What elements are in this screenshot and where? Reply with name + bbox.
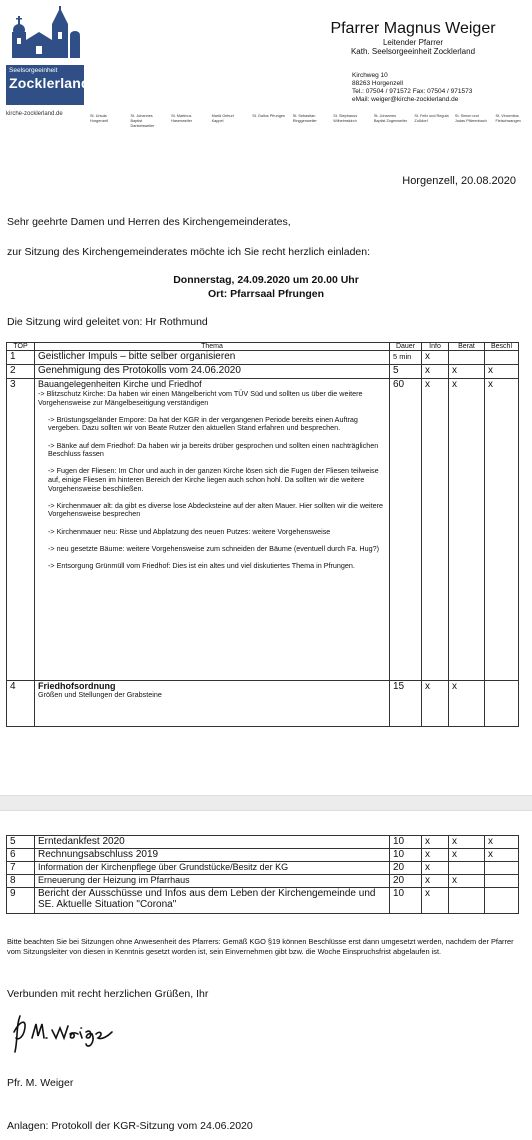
address-city: 88263 Horgenzell <box>352 80 403 87</box>
parish-item: St. Gallus Pfrungen <box>252 114 286 118</box>
row-top: 8 <box>7 875 35 888</box>
row-berat <box>449 888 485 914</box>
row-thema: Bauangelegenheiten Kirche und Friedhof <box>38 379 202 389</box>
subitem: -> Kirchenmauer alt: da gibt es diverse lose Abdecksteine auf der alten Mauer. Hier sollten wir die weitere Vorgehensweise besprechen <box>48 500 383 519</box>
row-info: x <box>422 351 449 365</box>
row-beschl: x <box>485 849 519 862</box>
row-thema: Information der Kirchenpflege über Grundstücke/Besitz der KG <box>35 862 390 875</box>
row-berat: x <box>449 875 485 888</box>
row-top: 7 <box>7 862 35 875</box>
salutation: Sehr geehrte Damen und Herren des Kirchengemeinderates, <box>7 216 291 228</box>
row-dauer: 10 <box>390 836 422 849</box>
parish-item: St. Felix und Regula Zußdorf <box>414 114 449 123</box>
row-thema: Geistlicher Impuls – bitte selber organisieren <box>35 351 390 365</box>
row-thema-cell <box>35 681 390 727</box>
row-thema: Erneuerung der Heizung im Pfarrhaus <box>35 875 390 888</box>
row-berat: x <box>449 681 485 727</box>
row-beschl <box>485 875 519 888</box>
row-thema: Friedhofsordnung <box>38 681 116 691</box>
logo-banner <box>6 65 90 105</box>
row-info: x <box>422 836 449 849</box>
table-row <box>7 888 519 914</box>
address-email[interactable]: eMail: weiger@kirche-zocklerland.de <box>352 96 459 103</box>
row-beschl <box>485 351 519 365</box>
parish-item: St. Sebastian Ringgenweiler <box>292 114 317 123</box>
table-header-row <box>7 343 519 351</box>
parish-item: St. Vincentius Fleischwangen <box>495 114 521 123</box>
parish-item: St. Stephanus Wilhelmskirch <box>333 114 358 123</box>
signer-name: Pfr. M. Weiger <box>7 1077 74 1089</box>
parish-logo <box>6 6 88 117</box>
row-dauer: 5 min <box>390 351 422 365</box>
row-top: 5 <box>7 836 35 849</box>
row-beschl: x <box>485 836 519 849</box>
row-thema: Bericht der Ausschüsse und Infos aus dem Leben der Kirchengemeinde und SE. Aktuelle Situation "Corona" <box>35 888 390 914</box>
row-info: x <box>422 365 449 379</box>
row-dauer: 10 <box>390 888 422 914</box>
church-towers-icon <box>6 6 84 58</box>
col-header-dauer: Dauer <box>390 343 422 351</box>
parish-item: St. Johannes Baptist Danketsweiler <box>130 114 155 128</box>
row-berat: x <box>449 379 485 681</box>
row-beschl <box>485 888 519 914</box>
table-row <box>7 365 519 379</box>
logo-main-text: Zocklerland <box>9 75 90 91</box>
row-top: 2 <box>7 365 35 379</box>
parish-item: St. Martinus Hasenweiler <box>171 114 192 123</box>
table-row <box>7 681 519 727</box>
subitem: -> neu gesetzte Bäume: weitere Vorgehensweise zum schneiden der Bäume (eventuell durch Fa. Hug?) <box>48 543 380 553</box>
row-top: 9 <box>7 888 35 914</box>
sender-role: Leitender Pfarrer <box>382 38 444 47</box>
row-info: x <box>422 681 449 727</box>
meeting-place: Ort: Pfarrsaal Pfrungen <box>207 288 325 300</box>
parish-item: St. Simon und Judas Pfärrenbach <box>454 114 487 123</box>
row-berat <box>449 862 485 875</box>
website-link[interactable]: kirche-zocklerland.de <box>6 111 63 117</box>
parish-item: Mariä Geburt Kappel <box>211 114 234 123</box>
invitation-text: zur Sitzung des Kirchengemeinderates möchte ich Sie recht herzlich einladen: <box>7 246 371 258</box>
parish-item: St. Johannes Baptist Zogenweiler <box>373 114 408 123</box>
row-info: x <box>422 862 449 875</box>
row-beschl: x <box>485 365 519 379</box>
row-beschl <box>485 681 519 727</box>
subitem: -> Brüstungsgeländer Empore: Da hat der KGR in der vergangenen Periode bereits einen Auftrag vergeben. Dazu sollten wir von Beate Rutzer den aktuellen Stand erfahren und besprechen. <box>48 414 358 433</box>
sender-name: Pfarrer Magnus Weiger <box>330 20 496 37</box>
row-dauer: 15 <box>390 681 422 727</box>
col-header-info: Info <box>422 343 449 351</box>
row-dauer: 20 <box>390 875 422 888</box>
col-header-berat: Berat <box>449 343 485 351</box>
sender-org: Kath. Seelsorgeeinheit Zocklerland <box>350 47 476 56</box>
row-thema-cell <box>35 379 390 681</box>
row-dauer: 60 <box>390 379 422 681</box>
row-berat: x <box>449 365 485 379</box>
col-header-thema: Thema <box>35 343 390 351</box>
row-info: x <box>422 875 449 888</box>
row-thema: Rechnungsabschluss 2019 <box>35 849 390 862</box>
row-dauer: 10 <box>390 849 422 862</box>
signature <box>12 1012 122 1059</box>
row-top: 4 <box>7 681 35 727</box>
row-top: 6 <box>7 849 35 862</box>
row-info: x <box>422 379 449 681</box>
address-street: Kirchweg 10 <box>352 72 388 79</box>
subitem: -> Bänke auf dem Friedhof: Da haben wir ja bereits drüber gesprochen und sollten einen nachträglichen Beschluss fassen <box>48 440 379 459</box>
agenda-table <box>6 342 519 727</box>
parish-item: St. Ursula Horgenzell <box>90 114 109 123</box>
meeting-date: Donnerstag, 24.09.2020 um 20.00 Uhr <box>173 274 359 286</box>
table-row <box>7 862 519 875</box>
row-beschl <box>485 862 519 875</box>
row-info: x <box>422 888 449 914</box>
closing-text: Verbunden mit recht herzlichen Grüßen, Ihr <box>7 988 209 1000</box>
letter-date: Horgenzell, 20.08.2020 <box>402 175 516 187</box>
attachments-line: Anlagen: Protokoll der KGR-Sitzung vom 24.06.2020 <box>7 1120 253 1132</box>
row-berat: x <box>449 836 485 849</box>
page-break <box>0 795 532 811</box>
subitem: -> Kirchenmauer neu: Risse und Abplatzung des neuen Putzes: weitere Vorgehensweise <box>48 526 331 536</box>
sender-block <box>308 20 518 56</box>
subitem: -> Entsorgung Grünmüll vom Friedhof: Dies ist ein altes und viel diskutiertes Thema in Pfrungen. <box>48 560 355 570</box>
logo-top-text: Seelsorgeeinheit <box>9 67 58 74</box>
row-thema: Genehmigung des Protokolls vom 24.06.2020 <box>35 365 390 379</box>
row-dauer: 20 <box>390 862 422 875</box>
handwritten-signature-icon <box>12 1012 122 1054</box>
agenda-table-continued <box>6 835 519 914</box>
legal-note: Bitte beachten Sie bei Sitzungen ohne Anwesenheit des Pfarrers: Gemäß KGO §19 können Beschlüsse erst dann umgesetzt werden, nachdem der Pfarrer vom Sitzungsleiter von diesen in Kenntnis gesetzt worden ist, sein Einvernehmen gibt bzw. die Woche Einspruchsfrist abgelaufen ist. <box>7 937 514 956</box>
row-top: 1 <box>7 351 35 365</box>
col-header-top: TOP <box>7 343 35 351</box>
table-row <box>7 849 519 862</box>
table-row <box>7 351 519 365</box>
address-phone: Tel.: 07504 / 971572 Fax: 07504 / 971573 <box>352 88 473 95</box>
row-top: 3 <box>7 379 35 681</box>
row-info: x <box>422 849 449 862</box>
row-subitem: Größen und Stellungen der Grabsteine <box>38 690 162 699</box>
sender-address <box>352 72 472 104</box>
col-header-beschl: Beschl <box>485 343 519 351</box>
table-row <box>7 836 519 849</box>
row-thema: Erntedankfest 2020 <box>35 836 390 849</box>
row-dauer: 5 <box>390 365 422 379</box>
subitem: -> Blitzschutz Kirche: Da haben wir einen Mängelbericht vom TÜV Süd und sollten us über die weitere Vorgehensweise zur Mängelbeseitigung verständigen <box>38 389 363 407</box>
chair-line: Die Sitzung wird geleitet von: Hr Rothmund <box>7 316 208 328</box>
row-subitems <box>38 390 386 570</box>
table-row <box>7 875 519 888</box>
parish-list <box>90 114 530 129</box>
subitem: -> Fugen der Fliesen: Im Chor und auch in der ganzen Kirche lösen sich die Fugen der Fliesen teilweise auf, einige Fliesen im hinteren Bereich der Kirche liegen auch schon hohl. Da sollten wir die weitere Vorgehensweise beschließen. <box>48 466 379 493</box>
row-berat: x <box>449 849 485 862</box>
table-row <box>7 379 519 681</box>
row-beschl: x <box>485 379 519 681</box>
row-berat <box>449 351 485 365</box>
